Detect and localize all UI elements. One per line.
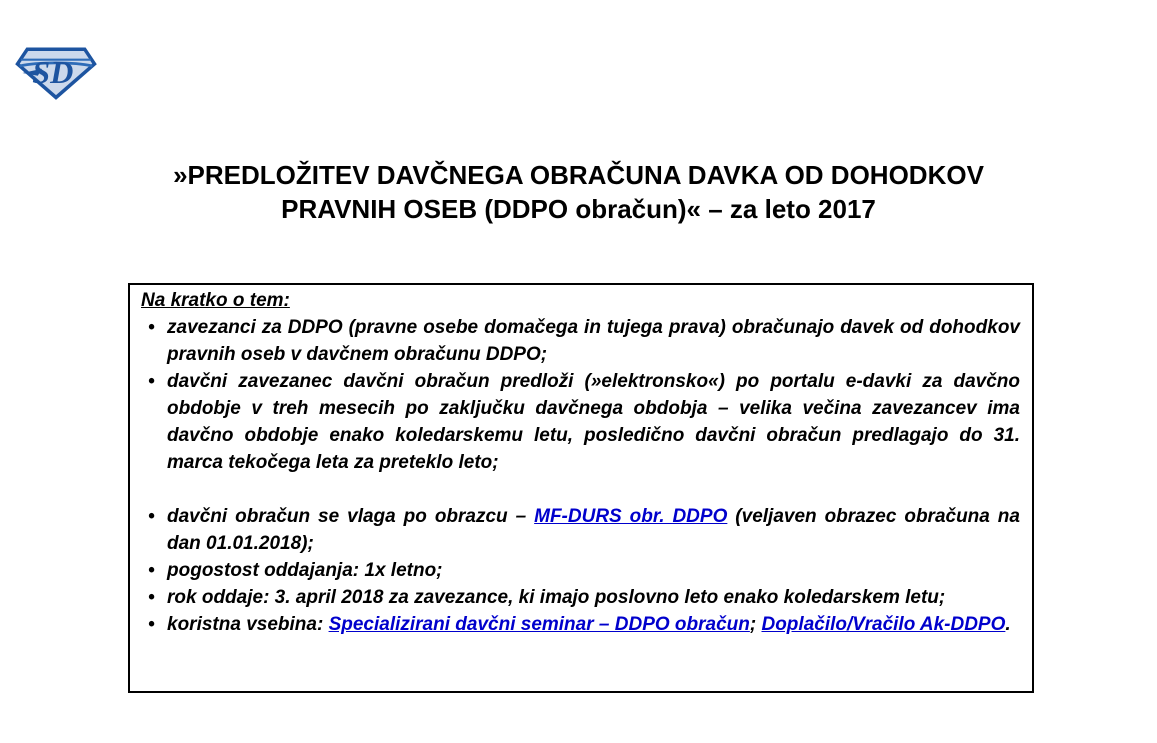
text-segment: ; — [749, 614, 762, 635]
bullet-list — [141, 314, 1020, 638]
text-segment: zavezanci za DDPO (pravne osebe domačega in tujega prava) obračunajo davek od dohodkov pravnih oseb v davčnem obračunu DDPO; — [167, 317, 1020, 365]
svg-text:SD: SD — [32, 53, 74, 90]
text-segment: (veljaven obrazec obračuna na dan 01.01.2018); — [167, 506, 1020, 554]
page-title-line-2: PRAVNIH OSEB (DDPO obračun)« – za leto 2017 — [281, 194, 876, 224]
text-segment: davčni obračun se vlaga po obrazcu – — [167, 506, 535, 527]
list-spacer — [141, 476, 1020, 503]
sd-diamond-icon — [14, 45, 98, 101]
link-specializirani-davcni-seminar-ddpo-obracun[interactable]: Specializirani davčni seminar – DDPO obračun — [328, 614, 750, 635]
list-item — [141, 611, 1020, 638]
text-segment: koristna vsebina: — [167, 614, 329, 635]
list-item — [141, 584, 1020, 611]
summary-box — [128, 283, 1034, 693]
text-segment: davčni zavezanec davčni obračun predloži (»elektronsko«) po portalu e-davki za davčno obdobje v treh mesecih po zaključku davčnega obdobja – velika večina zavezancev ima davčno obdobje enako koledarskemu letu, posledično davčni obračun predlagajo do 31. marca tekočega leta za preteklo leto; — [167, 371, 1020, 473]
summary-box-heading: Na kratko o tem: — [141, 290, 290, 311]
list-item — [141, 314, 1020, 368]
list-item — [141, 557, 1020, 584]
page-title — [60, 158, 1097, 226]
link-mf-durs-obr-ddpo[interactable]: MF-DURS obr. DDPO — [534, 506, 728, 527]
page-title-line-1: »PREDLOŽITEV DAVČNEGA OBRAČUNA DAVKA OD DOHODKOV — [173, 160, 984, 190]
text-segment: rok oddaje: 3. april 2018 za zavezance, ki imajo poslovno leto enako koledarskem letu; — [167, 587, 946, 608]
text-segment: . — [1005, 614, 1011, 635]
list-item — [141, 368, 1020, 476]
list-item — [141, 503, 1020, 557]
sd-logo — [14, 45, 98, 101]
link-doplacilo-vracilo-ak-ddpo[interactable]: Doplačilo/Vračilo Ak-DDPO — [761, 614, 1006, 635]
text-segment: pogostost oddajanja: 1x letno; — [167, 560, 443, 581]
